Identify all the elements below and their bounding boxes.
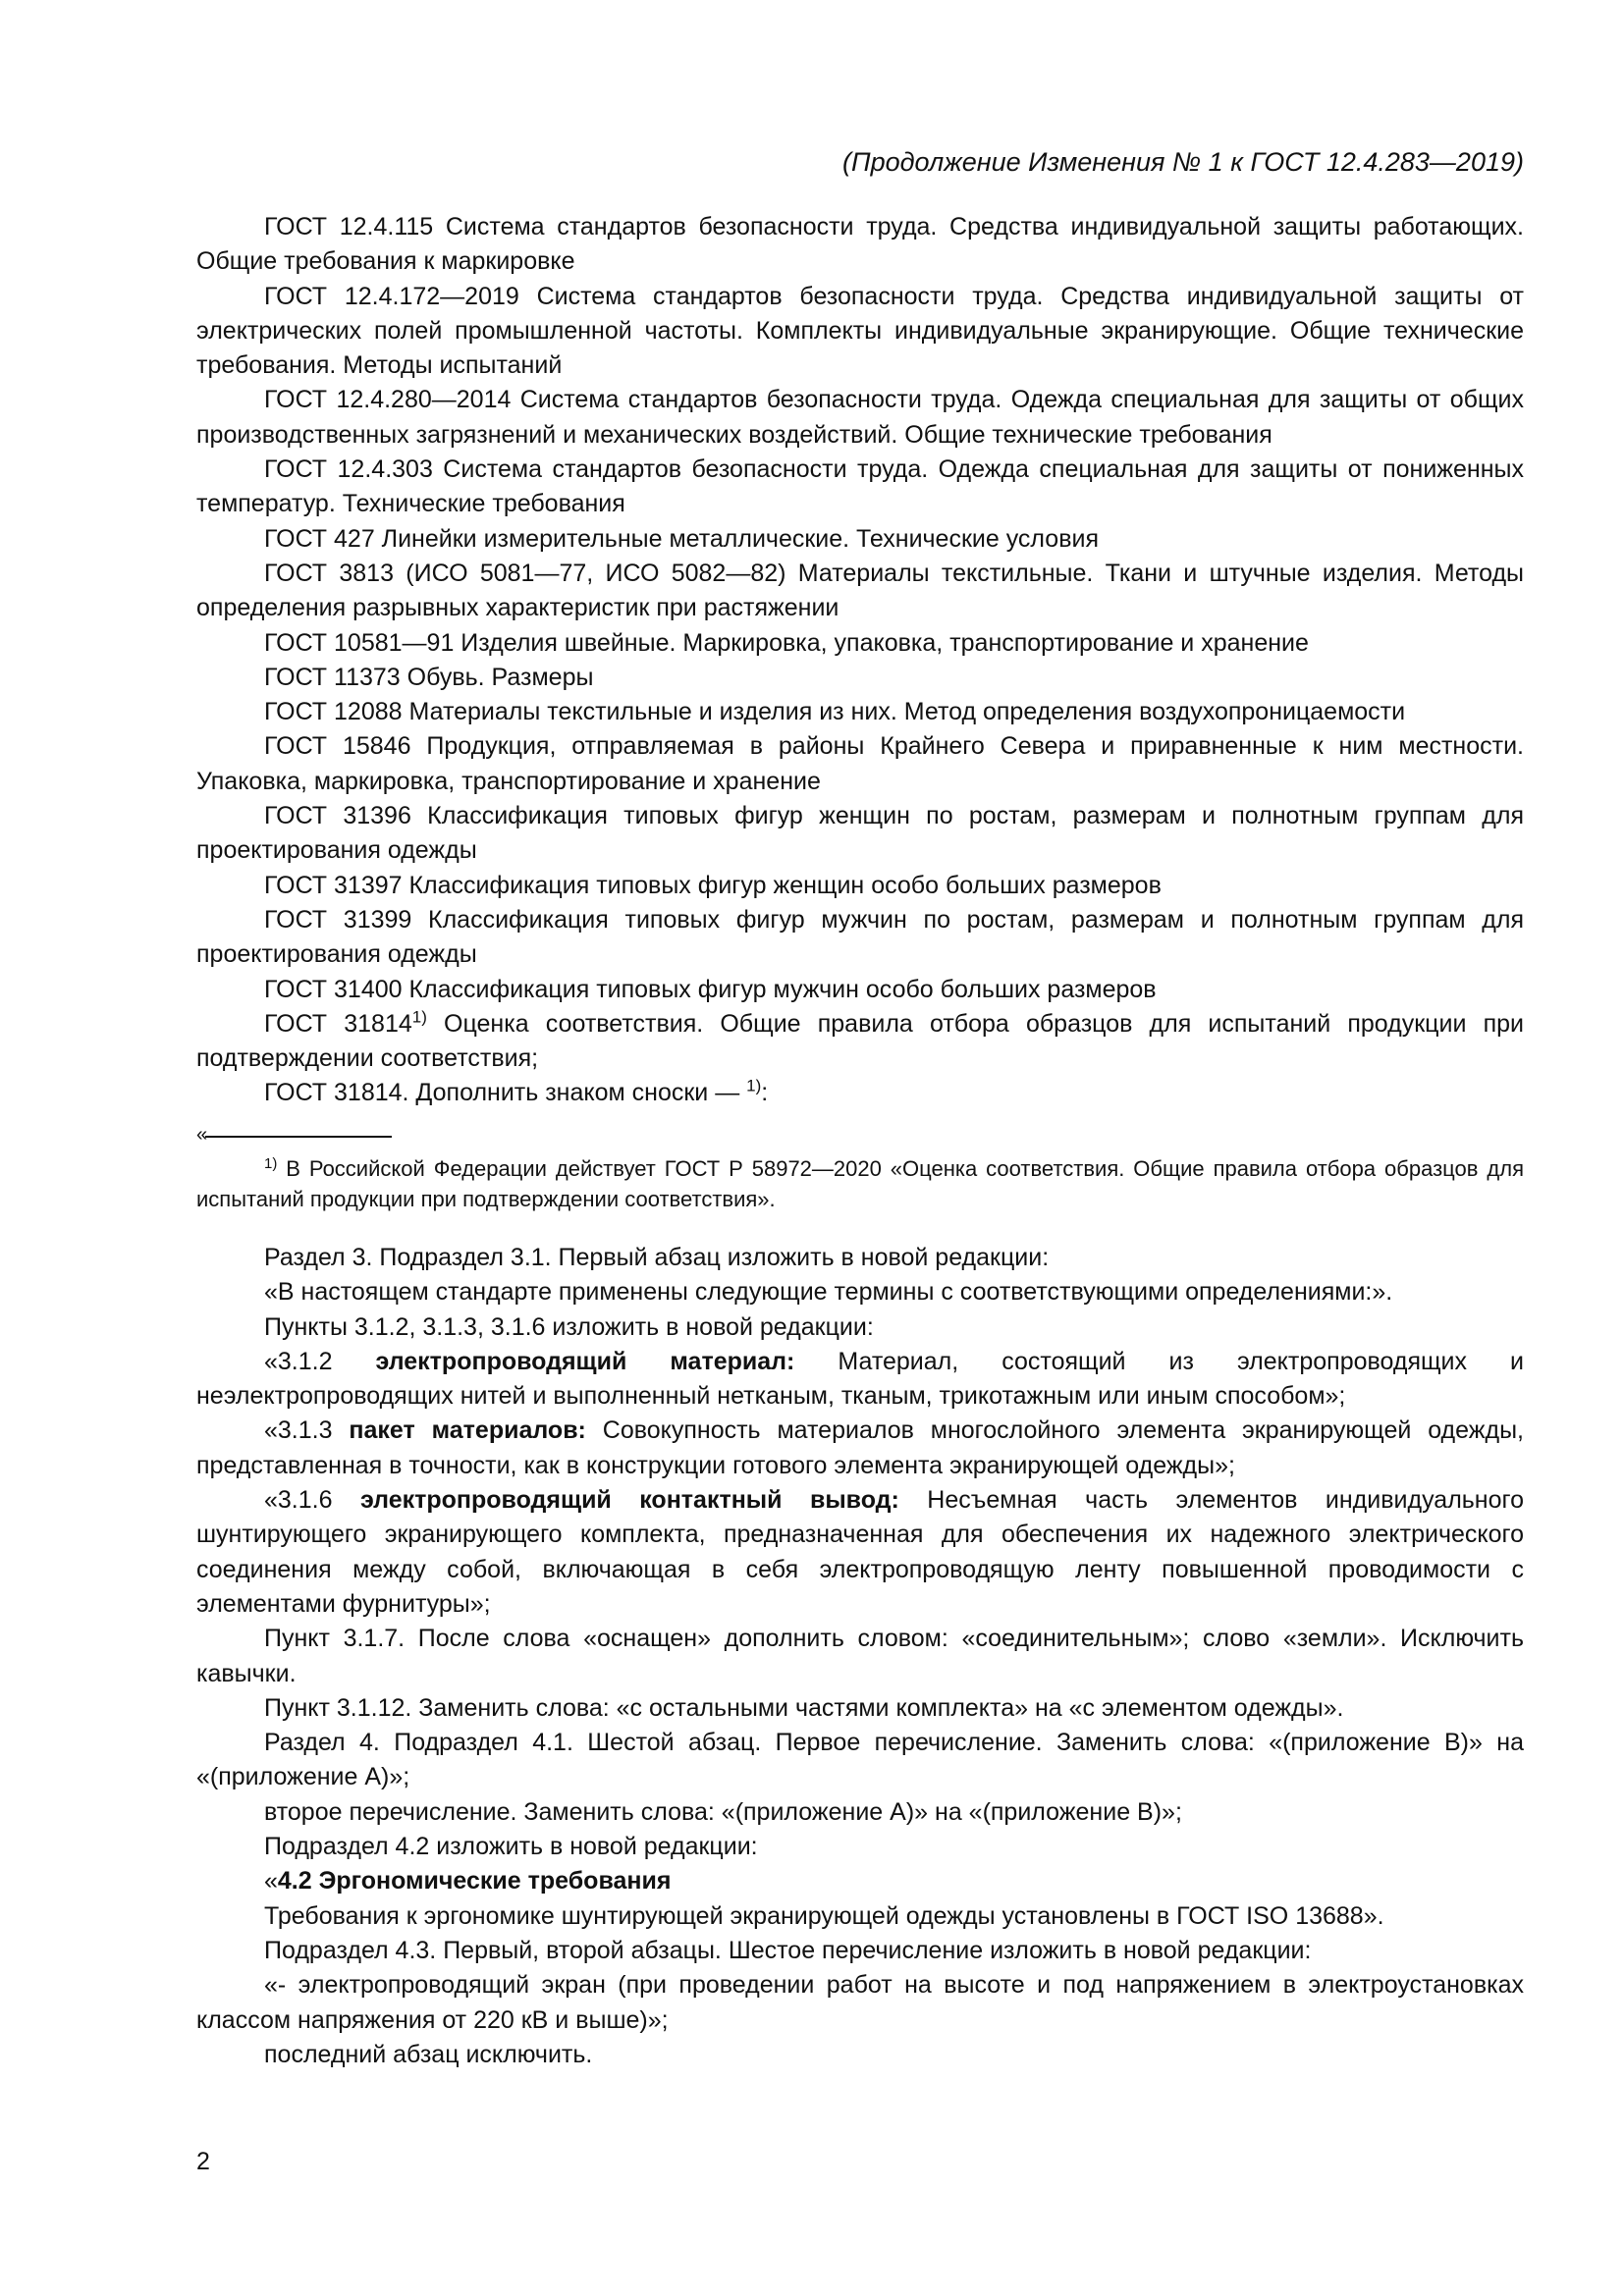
- ref-item: ГОСТ 427 Линейки измерительные металлические. Технические условия: [264, 524, 1099, 553]
- heading-text: 4.2 Эргономические требования: [277, 1867, 672, 1896]
- term-number: «3.1.2: [264, 1347, 376, 1375]
- footnote-ref: 1): [746, 1077, 762, 1096]
- open-quote: «: [264, 1867, 278, 1896]
- footnote-body: В Российской Федерации действует ГОСТ Р 58972—2020 «Оценка соответствия. Общие правила отбора образцов для испытаний продукции при подтверждении соответствия».: [196, 1156, 1524, 1211]
- term-title: электропроводящий контактный вывод:: [359, 1486, 899, 1515]
- term-number: «3.1.6: [264, 1486, 360, 1515]
- ref-item: ГОСТ 3813 (ИСО 5081—77, ИСО 5082—82) Материалы текстильные. Ткани и штучные изделия. Методы определения разрывных характеристик при растяжении: [196, 559, 1524, 622]
- term-definition: Несъемная часть элементов индивидуального шунтирующего экранирующего комплекта, предназначенная для обеспечения их надежного электрического соединения между собой, включающая в себя электропроводящую ленту повышенной проводимости с элементами фурнитуры»;: [196, 1486, 1524, 1618]
- section4-item-4-2: Подраздел 4.2 изложить в новой редакции:: [264, 1833, 758, 1861]
- term-definition: Совокупность материалов многослойного элемента экранирующей одежды, представленная в точности, как в конструкции готового элемента экранирующей одежды»;: [196, 1416, 1524, 1479]
- term-definition: Материал, состоящий из электропроводящих и неэлектропроводящих нитей и выполненный нетканым, тканым, трикотажным или иным способом»;: [196, 1347, 1524, 1411]
- ref-item: ГОСТ 10581—91 Изделия швейные. Маркировка, упаковка, транспортирование и хранение: [264, 628, 1309, 657]
- page-number: 2: [196, 2148, 210, 2175]
- ref-item: ГОСТ 12.4.115 Система стандартов безопасности труда. Средства индивидуальной защиты работающих. Общие требования к маркировке: [196, 213, 1524, 276]
- term-3-1-3: [196, 1414, 1524, 1483]
- instruction-text: ГОСТ 31814. Дополнить знаком сноски —: [264, 1079, 747, 1107]
- term-number: «3.1.3: [264, 1416, 350, 1445]
- ref-item: ГОСТ 12.4.303 Система стандартов безопасности труда. Одежда специальная для защиты от пониженных температур. Технические требования: [196, 455, 1524, 518]
- footnote-ref: 1): [411, 1007, 427, 1027]
- ref-item: ГОСТ 31399 Классификация типовых фигур мужчин по ростам, размерам и полнотным группам для проектирования одежды: [196, 905, 1524, 969]
- section3-intro: Раздел 3. Подраздел 3.1. Первый абзац изложить в новой редакции:: [264, 1244, 1050, 1271]
- section4-item-4-3-last: последний абзац исключить.: [264, 2040, 593, 2068]
- section4-ergonomics: Требования к эргономике шунтирующей экранирующей одежды установлены в ГОСТ ISO 13688».: [264, 1901, 1384, 1930]
- ref-item-31814: [196, 1007, 1524, 1077]
- section3-quote: «В настоящем стандарте применены следующие термины с соответствующими определениями:».: [264, 1278, 1393, 1307]
- section4-heading-4-2: [196, 1864, 1524, 1898]
- page-header: (Продолжение Изменения № 1 к ГОСТ 12.4.283—2019): [842, 147, 1524, 177]
- item-3-1-12: Пункт 3.1.12. Заменить слова: «с остальными частями комплекта» на «с элементом одежды».: [264, 1693, 1344, 1722]
- ref-item: ГОСТ 12.4.280—2014 Система стандартов безопасности труда. Одежда специальная для защиты от общих производственных загрязнений и механических воздействий. Общие технические требования: [196, 386, 1524, 449]
- ref-item: ГОСТ 31396 Классификация типовых фигур женщин по ростам, размерам и полнотным группам для проектирования одежды: [196, 802, 1524, 865]
- footnote-number: 1): [264, 1154, 278, 1172]
- ref-item: ГОСТ 11373 Обувь. Размеры: [264, 663, 594, 691]
- section4-item-4-3-list: «- электропроводящий экран (при проведении работ на высоте и под напряжением в электроустановках классом напряжения от 220 кВ и выше)»;: [196, 1971, 1524, 2034]
- normative-references: [196, 210, 1524, 1111]
- section4-item-4-3: Подраздел 4.3. Первый, второй абзацы. Шестое перечисление изложить в новой редакции:: [264, 1936, 1312, 1964]
- footnote-open-quote: «: [196, 1124, 208, 1146]
- footnote-text: [196, 1153, 1524, 1214]
- ref-code: ГОСТ 31814: [264, 1009, 412, 1038]
- section4-item-4-1-second: второе перечисление. Заменить слова: «(приложение А)» на «(приложение В)»;: [264, 1797, 1182, 1826]
- section4-item-4-1: Раздел 4. Подраздел 4.1. Шестой абзац. Первое перечисление. Заменить слова: «(приложение В)» на «(приложение А)»;: [196, 1729, 1524, 1791]
- ref-item: ГОСТ 31397 Классификация типовых фигур женщин особо больших размеров: [264, 871, 1162, 899]
- term-3-1-6: [196, 1483, 1524, 1622]
- item-3-1-7: Пункт 3.1.7. После слова «оснащен» дополнить словом: «соединительным»; слово «земли». Исключить кавычки.: [196, 1625, 1524, 1687]
- amendment-body: [196, 1241, 1524, 2072]
- ref-item: ГОСТ 15846 Продукция, отправляемая в районы Крайнего Севера и приравненные к ним местности. Упаковка, маркировка, транспортирование и хранение: [196, 732, 1524, 795]
- ref-item: ГОСТ 12.4.172—2019 Система стандартов безопасности труда. Средства индивидуальной защиты от электрических полей промышленной частоты. Комплекты индивидуальные экранирующие. Общие технические требования. Методы испытаний: [196, 282, 1524, 380]
- ref-text: Оценка соответствия. Общие правила отбора образцов для испытаний продукции при подтверждении соответствия;: [196, 1009, 1524, 1073]
- instruction-tail: :: [761, 1079, 769, 1107]
- term-title: электропроводящий материал:: [375, 1347, 795, 1375]
- footnote-divider: [205, 1136, 392, 1138]
- section3-items: Пункты 3.1.2, 3.1.3, 3.1.6 изложить в новой редакции:: [264, 1312, 874, 1341]
- ref-item: ГОСТ 31400 Классификация типовых фигур мужчин особо больших размеров: [264, 975, 1157, 1003]
- term-3-1-2: [196, 1345, 1524, 1415]
- ref-item: ГОСТ 12088 Материалы текстильные и изделия из них. Метод определения воздухопроницаемости: [264, 698, 1406, 726]
- footnote-instruction: [196, 1076, 1524, 1110]
- term-title: пакет материалов:: [349, 1416, 586, 1445]
